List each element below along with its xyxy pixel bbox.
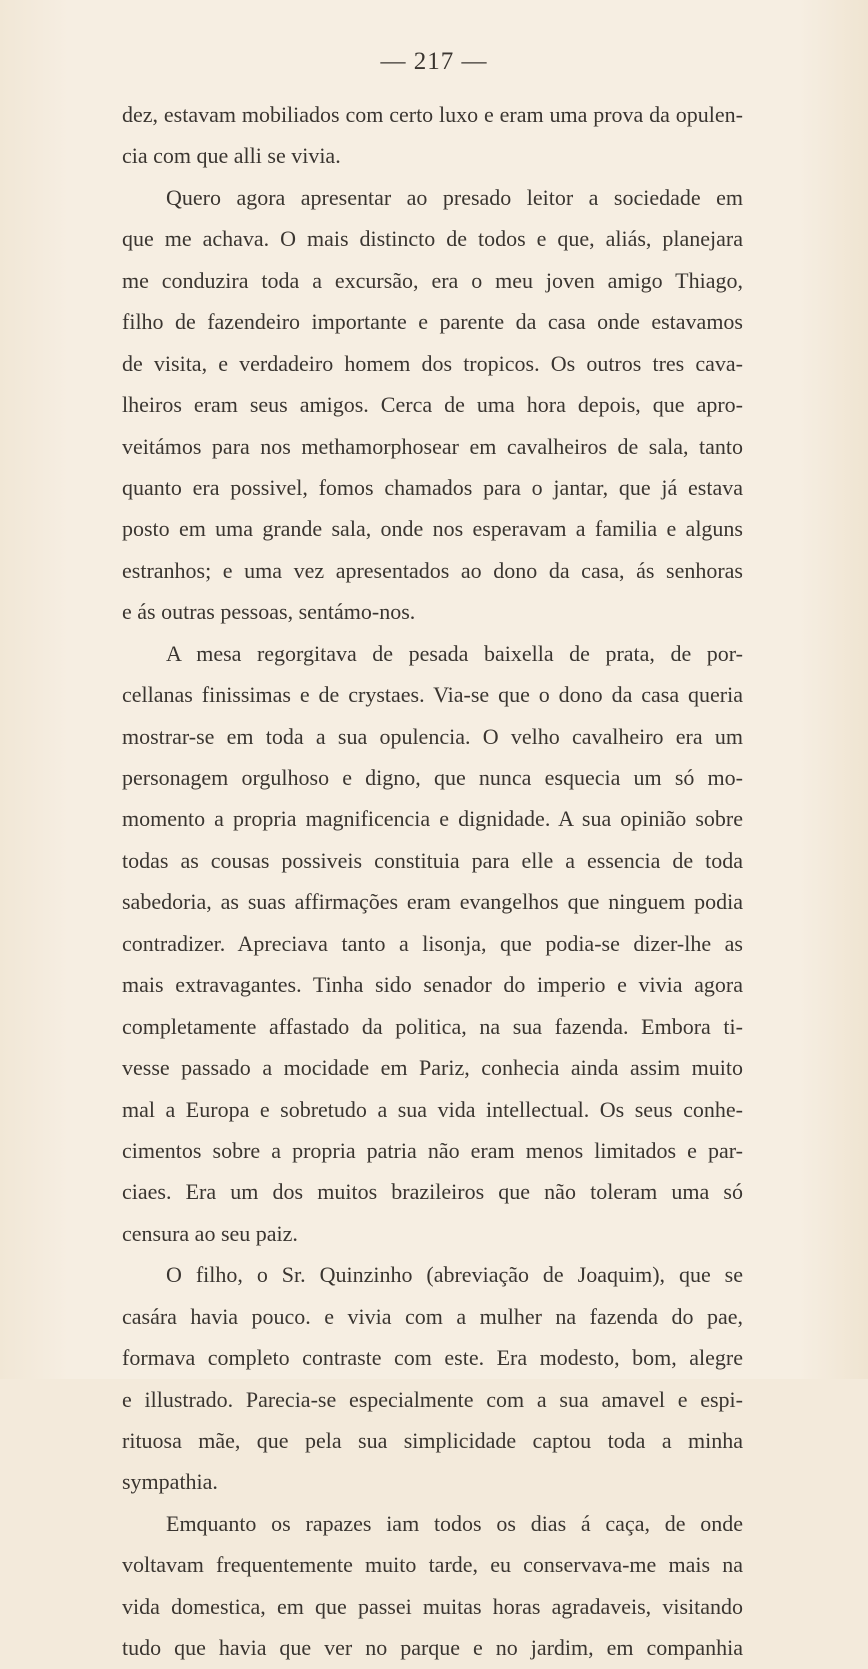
text-line: censura ao seu paiz. <box>122 1220 298 1246</box>
text-line: completamente affastado da politica, na sua fazenda. Embora ti- <box>122 1013 743 1039</box>
text-line: posto em uma grande sala, onde nos esperavam a familia e alguns <box>122 516 743 542</box>
text-line: rituosa mãe, que pela sua simplicidade captou toda a minha <box>122 1428 743 1453</box>
text-line: formava completo contraste com este. Era modesto, bom, alegre <box>122 1345 743 1371</box>
text-line: contradizer. Apreciava tanto a lisonja, que podia-se dizer-lhe as <box>122 930 743 956</box>
text-line: Emquanto os rapazes iam todos os dias á caça, de onde <box>166 1510 743 1536</box>
text-line: mais extravagantes. Tinha sido senador do imperio e vivia agora <box>122 972 743 998</box>
paragraph <box>122 94 743 177</box>
text-line: Quero agora apresentar ao presado leitor a sociedade em <box>166 184 743 210</box>
text-line: O filho, o Sr. Quinzinho (abreviação de Joaquim), que se <box>166 1262 743 1288</box>
text-line: quanto era possivel, fomos chamados para o jantar, que já estava <box>122 474 743 500</box>
text-line: sympathia. <box>122 1469 218 1495</box>
text-line: vesse passado a mocidade em Pariz, conhecia ainda assim muito <box>122 1055 743 1081</box>
text-line: mal a Europa e sobretudo a sua vida intellectual. Os seus conhe- <box>122 1096 743 1122</box>
text-line: veitámos para nos methamorphosear em cavalheiros de sala, tanto <box>122 433 743 459</box>
body-text <box>122 94 743 1669</box>
text-line: dez, estavam mobiliados com certo luxo e eram uma prova da opulen- <box>122 102 743 127</box>
text-line: estranhos; e uma vez apresentados ao dono da casa, ás senhoras <box>122 557 743 583</box>
text-line: lheiros eram seus amigos. Cerca de uma hora depois, que apro- <box>122 392 743 418</box>
text-line: que me achava. O mais distincto de todos e que, aliás, planejara <box>122 226 743 252</box>
text-line: personagem orgulhoso e digno, que nunca esquecia um só mo- <box>122 765 743 790</box>
text-line: de visita, e verdadeiro homem dos tropicos. Os outros tres cava- <box>122 350 743 376</box>
text-line: vida domestica, em que passei muitas horas agradaveis, visitando <box>122 1593 743 1619</box>
paragraph <box>122 177 743 633</box>
text-line: A mesa regorgitava de pesada baixella de prata, de por- <box>166 640 743 666</box>
text-line: cimentos sobre a propria patria não eram menos limitados e par- <box>122 1137 743 1163</box>
text-line: voltavam frequentemente muito tarde, eu conservava-me mais na <box>122 1552 743 1578</box>
text-line: ciaes. Era um dos muitos brazileiros que não toleram uma só <box>122 1179 743 1205</box>
text-line: me conduzira toda a excursão, era o meu joven amigo Thiago, <box>122 267 743 293</box>
text-line: cia com que alli se vivia. <box>122 143 341 169</box>
text-line: todas as cousas possiveis constituia para elle a essencia de toda <box>122 847 743 873</box>
text-line: casára havia pouco. e vivia com a mulher na fazenda do pae, <box>122 1303 743 1329</box>
text-line: tudo que havia que ver no parque e no jardim, em companhia <box>122 1635 743 1661</box>
text-line: filho de fazendeiro importante e parente da casa onde estavamos <box>122 309 743 335</box>
text-line: e illustrado. Parecia-se especialmente com a sua amavel e espi- <box>122 1386 743 1412</box>
text-line: sabedoria, as suas affirmações eram evangelhos que ninguem podia <box>122 889 743 915</box>
page-number: — 217 — <box>380 48 488 75</box>
text-line: e ás outras pessoas, sentámo-nos. <box>122 599 416 625</box>
paragraph <box>122 1503 743 1669</box>
text-line: momento a propria magnificencia e dignidade. A sua opinião sobre <box>122 806 743 832</box>
text-line: mostrar-se em toda a sua opulencia. O velho cavalheiro era um <box>122 723 743 749</box>
paragraph <box>122 633 743 1255</box>
text-line: cellanas finissimas e de crystaes. Via-se que o dono da casa queria <box>122 682 743 708</box>
